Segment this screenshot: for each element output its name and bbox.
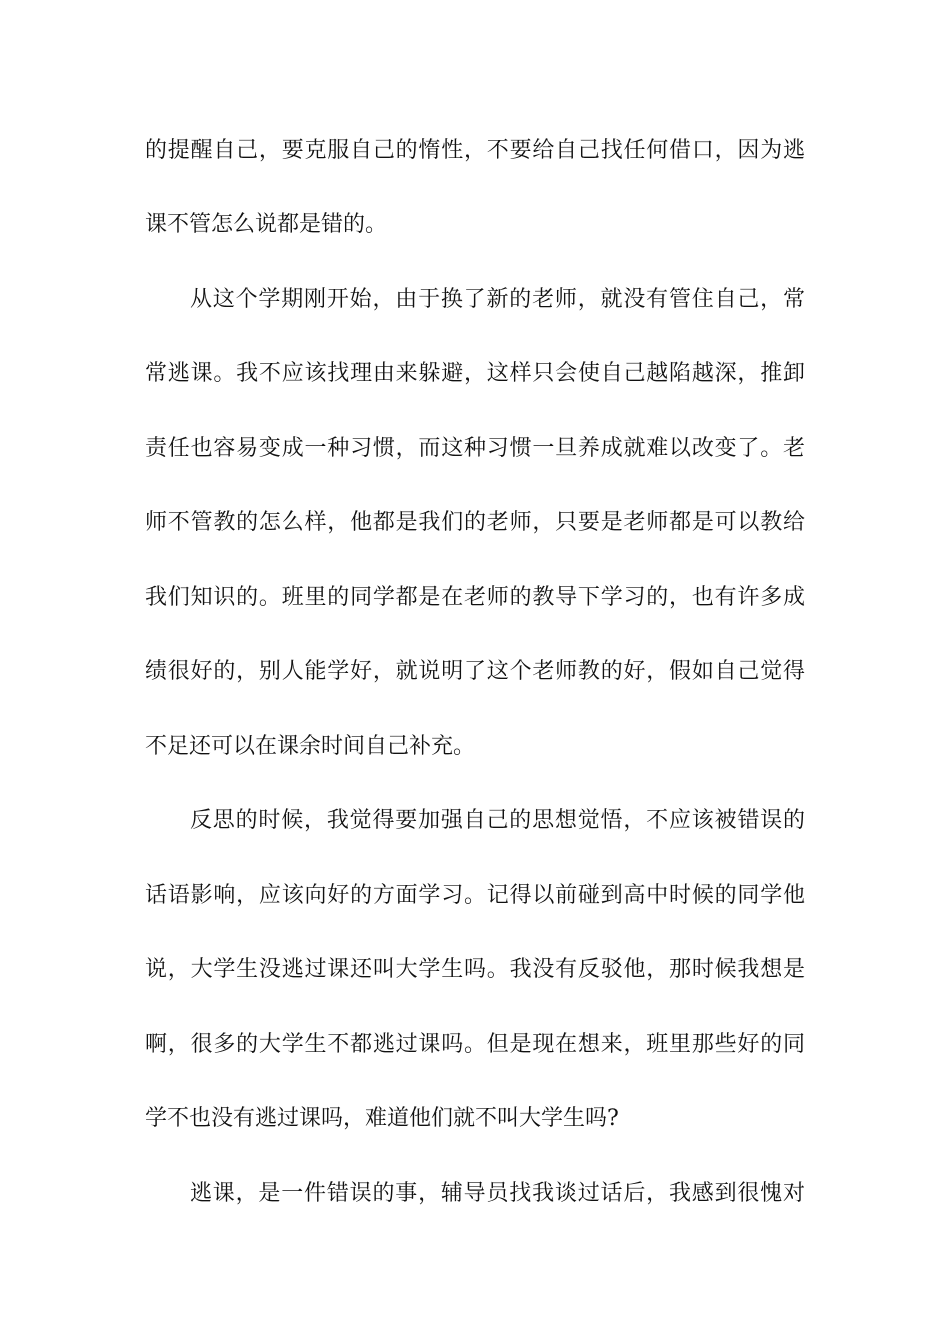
- text-line: 逃课，是一件错误的事，辅导员找我谈过话后，我感到很愧对: [190, 1181, 805, 1206]
- text-line: 课不管怎么说都是错的。: [145, 212, 388, 237]
- text-line: 常逃课。我不应该找理由来躲避，这样只会使自己越陷越深，推卸: [145, 361, 805, 386]
- text-line: 绩很好的，别人能学好，就说明了这个老师教的好，假如自己觉得: [145, 659, 805, 684]
- text-line: 不足还可以在课余时间自己补充。: [145, 734, 476, 759]
- text-line: 从这个学期刚开始，由于换了新的老师，就没有管住自己，常: [190, 287, 805, 312]
- text-line: 我们知识的。班里的同学都是在老师的教导下学习的，也有许多成: [145, 585, 805, 610]
- text-line: 的提醒自己，要克服自己的惰性，不要给自己找任何借口，因为逃: [145, 138, 805, 163]
- text-line: 话语影响，应该向好的方面学习。记得以前碰到高中时候的同学他: [145, 883, 805, 908]
- text-line: 反思的时候，我觉得要加强自己的思想觉悟，不应该被错误的: [190, 808, 805, 833]
- text-line: 责任也容易变成一种习惯，而这种习惯一旦养成就难以改变了。老: [145, 436, 805, 461]
- text-line: 啊，很多的大学生不都逃过课吗。但是现在想来，班里那些好的同: [145, 1032, 805, 1057]
- text-line: 学不也没有逃过课吗，难道他们就不叫大学生吗?: [145, 1106, 619, 1131]
- text-line: 说，大学生没逃过课还叫大学生吗。我没有反驳他，那时候我想是: [145, 957, 805, 982]
- text-line: 师不管教的怎么样，他都是我们的老师，只要是老师都是可以教给: [145, 510, 805, 535]
